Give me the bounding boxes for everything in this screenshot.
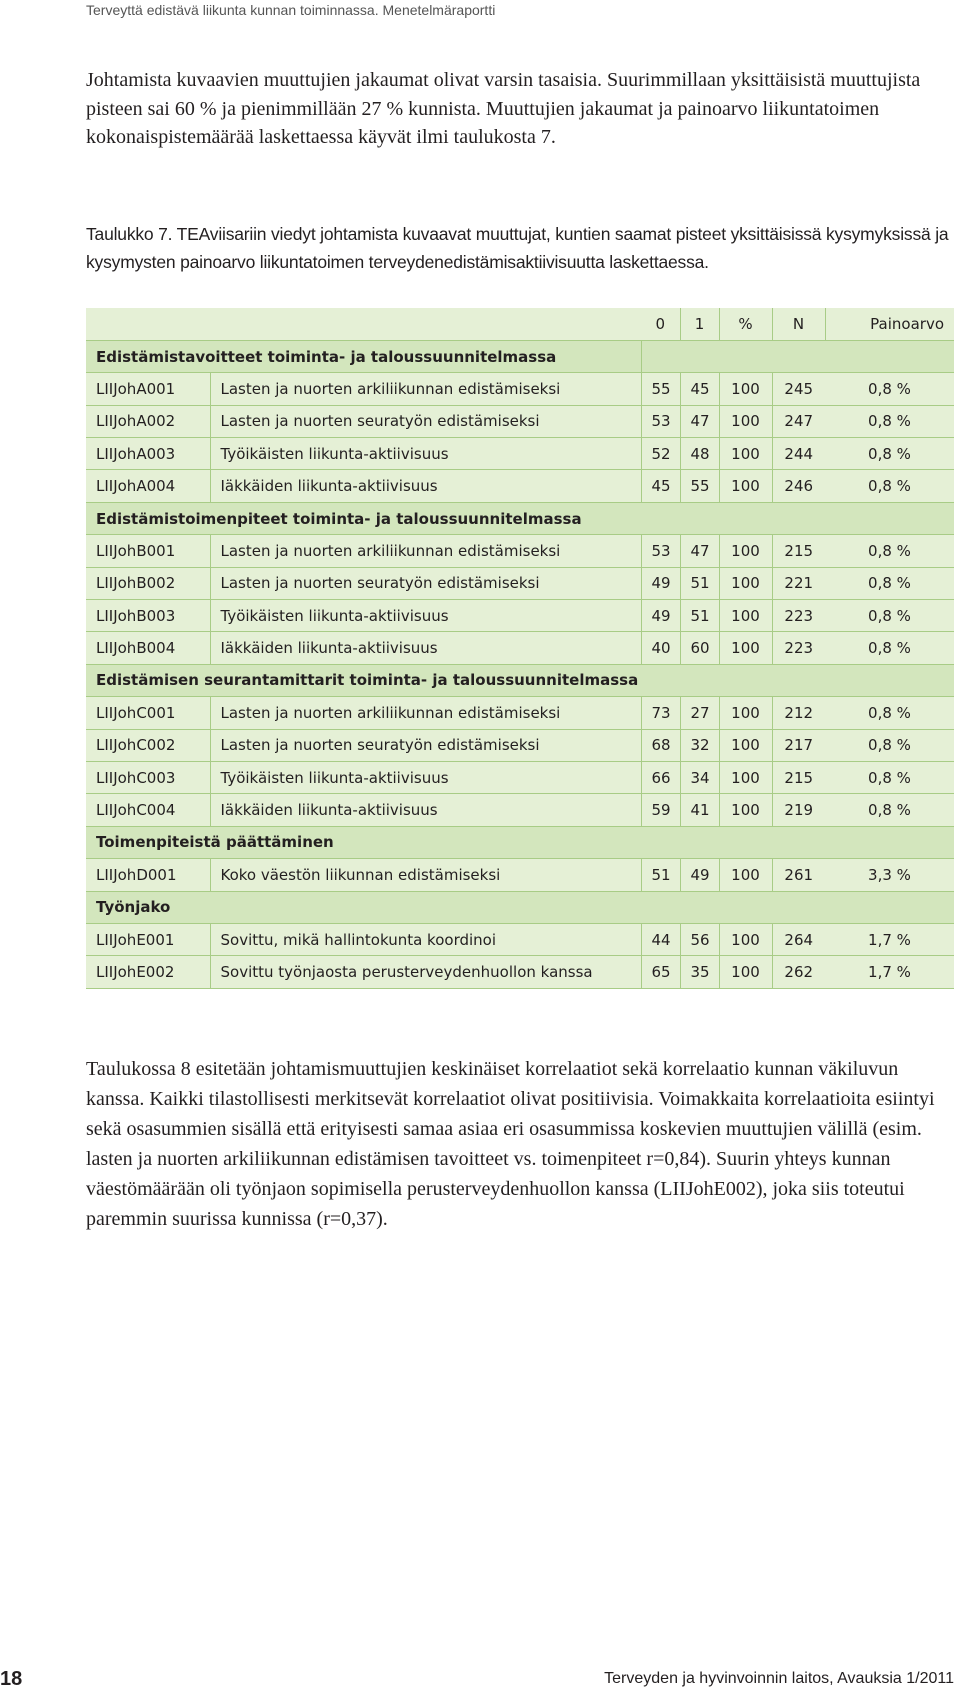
weight-cell: 0,8 % (825, 794, 954, 826)
variable-description: Lasten ja nuorten seuratyön edistämiseksi (210, 729, 641, 761)
data-table (86, 308, 954, 989)
n-cell: 244 (772, 438, 825, 470)
percent-cell: 100 (719, 567, 772, 599)
table-row (86, 632, 954, 664)
n-cell: 246 (772, 470, 825, 502)
variable-description: Iäkkäiden liikunta-aktiivisuus (210, 470, 641, 502)
table-row (86, 470, 954, 502)
table-row (86, 761, 954, 793)
variable-code: LIIJohA002 (86, 405, 210, 437)
percent-cell: 100 (719, 956, 772, 988)
n-cell: 245 (772, 373, 825, 405)
variable-code: LIIJohA001 (86, 373, 210, 405)
variable-code: LIIJohE001 (86, 923, 210, 955)
table-row (86, 535, 954, 567)
table-row (86, 600, 954, 632)
variable-code: LIIJohA004 (86, 470, 210, 502)
variable-description: Lasten ja nuorten seuratyön edistämiseksi (210, 405, 641, 437)
column-header: N (772, 308, 825, 340)
count-zero-cell: 52 (641, 438, 680, 470)
count-one-cell: 35 (680, 956, 719, 988)
weight-cell: 0,8 % (825, 470, 954, 502)
n-cell: 217 (772, 729, 825, 761)
table-row (86, 794, 954, 826)
section-title: Toimenpiteistä päättäminen (86, 826, 954, 858)
count-zero-cell: 53 (641, 405, 680, 437)
column-header: 0 (641, 308, 680, 340)
count-zero-cell: 40 (641, 632, 680, 664)
count-one-cell: 47 (680, 405, 719, 437)
n-cell: 247 (772, 405, 825, 437)
count-zero-cell: 45 (641, 470, 680, 502)
count-zero-cell: 65 (641, 956, 680, 988)
variable-description: Työikäisten liikunta-aktiivisuus (210, 761, 641, 793)
table-row (86, 729, 954, 761)
n-cell: 261 (772, 859, 825, 891)
column-header: Painoarvo (825, 308, 954, 340)
percent-cell: 100 (719, 600, 772, 632)
variable-code: LIIJohB002 (86, 567, 210, 599)
variable-code: LIIJohC001 (86, 697, 210, 729)
weight-cell: 0,8 % (825, 600, 954, 632)
percent-cell: 100 (719, 859, 772, 891)
table-row (86, 438, 954, 470)
n-cell: 221 (772, 567, 825, 599)
section-title: Edistämisen seurantamittarit toiminta- ja taloussuunnitelmassa (86, 664, 954, 696)
count-zero-cell: 66 (641, 761, 680, 793)
variable-description: Iäkkäiden liikunta-aktiivisuus (210, 794, 641, 826)
intro-paragraph: Johtamista kuvaavien muuttujien jakaumat olivat varsin tasaisia. Suurimmillaan yksittäisistä muuttujista pisteen sai 60 % ja pienimmillään 27 % kunnista. Muuttujien jakaumat ja painoarvo liikuntatoimen kokonaispistemäärää laskettaessa käyvät ilmi taulukosta 7. (86, 69, 921, 148)
table-row (86, 697, 954, 729)
variable-code: LIIJohC004 (86, 794, 210, 826)
section-header-row (86, 664, 954, 696)
count-one-cell: 27 (680, 697, 719, 729)
section-title: Edistämistavoitteet toiminta- ja taloussuunnitelmassa (86, 340, 641, 372)
variable-description: Lasten ja nuorten arkiliikunnan edistämiseksi (210, 697, 641, 729)
variable-description: Sovittu työnjaosta perusterveydenhuollon kanssa (210, 956, 641, 988)
count-one-cell: 56 (680, 923, 719, 955)
percent-cell: 100 (719, 373, 772, 405)
table-row (86, 567, 954, 599)
n-cell: 219 (772, 794, 825, 826)
weight-cell: 1,7 % (825, 956, 954, 988)
variable-code: LIIJohB004 (86, 632, 210, 664)
percent-cell: 100 (719, 794, 772, 826)
count-zero-cell: 49 (641, 567, 680, 599)
count-one-cell: 51 (680, 600, 719, 632)
count-one-cell: 48 (680, 438, 719, 470)
count-one-cell: 55 (680, 470, 719, 502)
n-cell: 215 (772, 761, 825, 793)
weight-cell: 0,8 % (825, 697, 954, 729)
table-row (86, 405, 954, 437)
variable-description: Sovittu, mikä hallintokunta koordinoi (210, 923, 641, 955)
variable-description: Lasten ja nuorten seuratyön edistämiseksi (210, 567, 641, 599)
weight-cell: 0,8 % (825, 405, 954, 437)
count-one-cell: 32 (680, 729, 719, 761)
variable-code: LIIJohC003 (86, 761, 210, 793)
count-one-cell: 47 (680, 535, 719, 567)
variable-description: Työikäisten liikunta-aktiivisuus (210, 600, 641, 632)
variable-description: Koko väestön liikunnan edistämiseksi (210, 859, 641, 891)
count-zero-cell: 44 (641, 923, 680, 955)
section-header-row (86, 502, 954, 534)
column-header: % (719, 308, 772, 340)
count-one-cell: 41 (680, 794, 719, 826)
table-caption: Taulukko 7. TEAviisariin viedyt johtamista kuvaavat muuttujat, kuntien saamat pisteet yksittäisissä kysymyksissä ja kysymysten painoarvo liikuntatoimen terveydenedistämisaktiivisuutta laskettaessa. (86, 224, 949, 272)
weight-cell: 1,7 % (825, 923, 954, 955)
table-body (86, 340, 954, 988)
count-one-cell: 60 (680, 632, 719, 664)
variable-code: LIIJohC002 (86, 729, 210, 761)
publisher-footer: Terveyden ja hyvinvoinnin laitos, Avauksia 1/2011 (604, 1670, 954, 1687)
outro-paragraph: Taulukossa 8 esitetään johtamismuuttujien keskinäiset korrelaatiot sekä korrelaatio kunnan väkiluvun kanssa. Kaikki tilastollisesti merkitsevät korrelaatiot olivat positiivisia. Voimakkaita korrelaatioita esiintyi sekä osasummien sisällä että erityisesti samaa asiaa eri osasummissa koskevien muuttujien välillä (esim. lasten ja nuorten arkiliikunnan edistämisen tavoitteet vs. toimenpiteet r=0,84). Suurin yhteys kunnan väestömäärään oli työnjaon sopimisella perusterveydenhuollon kanssa (LIIJohE002), joka siis toteutui paremmin suurissa kunnissa (r=0,37). (86, 1058, 935, 1230)
variable-code: LIIJohD001 (86, 859, 210, 891)
count-zero-cell: 59 (641, 794, 680, 826)
count-zero-cell: 49 (641, 600, 680, 632)
count-zero-cell: 53 (641, 535, 680, 567)
variable-description: Työikäisten liikunta-aktiivisuus (210, 438, 641, 470)
percent-cell: 100 (719, 535, 772, 567)
header-spacer (641, 340, 954, 372)
weight-cell: 3,3 % (825, 859, 954, 891)
variable-code: LIIJohE002 (86, 956, 210, 988)
variable-code: LIIJohB001 (86, 535, 210, 567)
n-cell: 215 (772, 535, 825, 567)
variable-description: Iäkkäiden liikunta-aktiivisuus (210, 632, 641, 664)
page-number: 18 (0, 1668, 23, 1690)
count-zero-cell: 73 (641, 697, 680, 729)
section-title: Edistämistoimenpiteet toiminta- ja taloussuunnitelmassa (86, 502, 954, 534)
variable-code: LIIJohA003 (86, 438, 210, 470)
section-header-row (86, 826, 954, 858)
count-one-cell: 45 (680, 373, 719, 405)
n-cell: 212 (772, 697, 825, 729)
weight-cell: 0,8 % (825, 761, 954, 793)
section-header-row (86, 891, 954, 923)
count-one-cell: 51 (680, 567, 719, 599)
n-cell: 223 (772, 632, 825, 664)
count-zero-cell: 55 (641, 373, 680, 405)
weight-cell: 0,8 % (825, 729, 954, 761)
percent-cell: 100 (719, 438, 772, 470)
variable-description: Lasten ja nuorten arkiliikunnan edistämiseksi (210, 373, 641, 405)
percent-cell: 100 (719, 761, 772, 793)
percent-cell: 100 (719, 729, 772, 761)
table-row (86, 373, 954, 405)
weight-cell: 0,8 % (825, 373, 954, 405)
weight-cell: 0,8 % (825, 632, 954, 664)
count-one-cell: 49 (680, 859, 719, 891)
percent-cell: 100 (719, 923, 772, 955)
column-header: 1 (680, 308, 719, 340)
running-header: Terveyttä edistävä liikunta kunnan toiminnassa. Menetelmäraportti (86, 2, 496, 18)
percent-cell: 100 (719, 405, 772, 437)
header-spacer (86, 308, 641, 340)
table-header-row (86, 308, 954, 340)
weight-cell: 0,8 % (825, 567, 954, 599)
variable-code: LIIJohB003 (86, 600, 210, 632)
n-cell: 223 (772, 600, 825, 632)
n-cell: 264 (772, 923, 825, 955)
variable-description: Lasten ja nuorten arkiliikunnan edistämiseksi (210, 535, 641, 567)
count-zero-cell: 51 (641, 859, 680, 891)
section-title: Työnjako (86, 891, 954, 923)
percent-cell: 100 (719, 632, 772, 664)
section-header-row (86, 340, 954, 372)
n-cell: 262 (772, 956, 825, 988)
table-row (86, 859, 954, 891)
count-one-cell: 34 (680, 761, 719, 793)
percent-cell: 100 (719, 470, 772, 502)
weight-cell: 0,8 % (825, 438, 954, 470)
count-zero-cell: 68 (641, 729, 680, 761)
table-row (86, 923, 954, 955)
percent-cell: 100 (719, 697, 772, 729)
table-row (86, 956, 954, 988)
weight-cell: 0,8 % (825, 535, 954, 567)
